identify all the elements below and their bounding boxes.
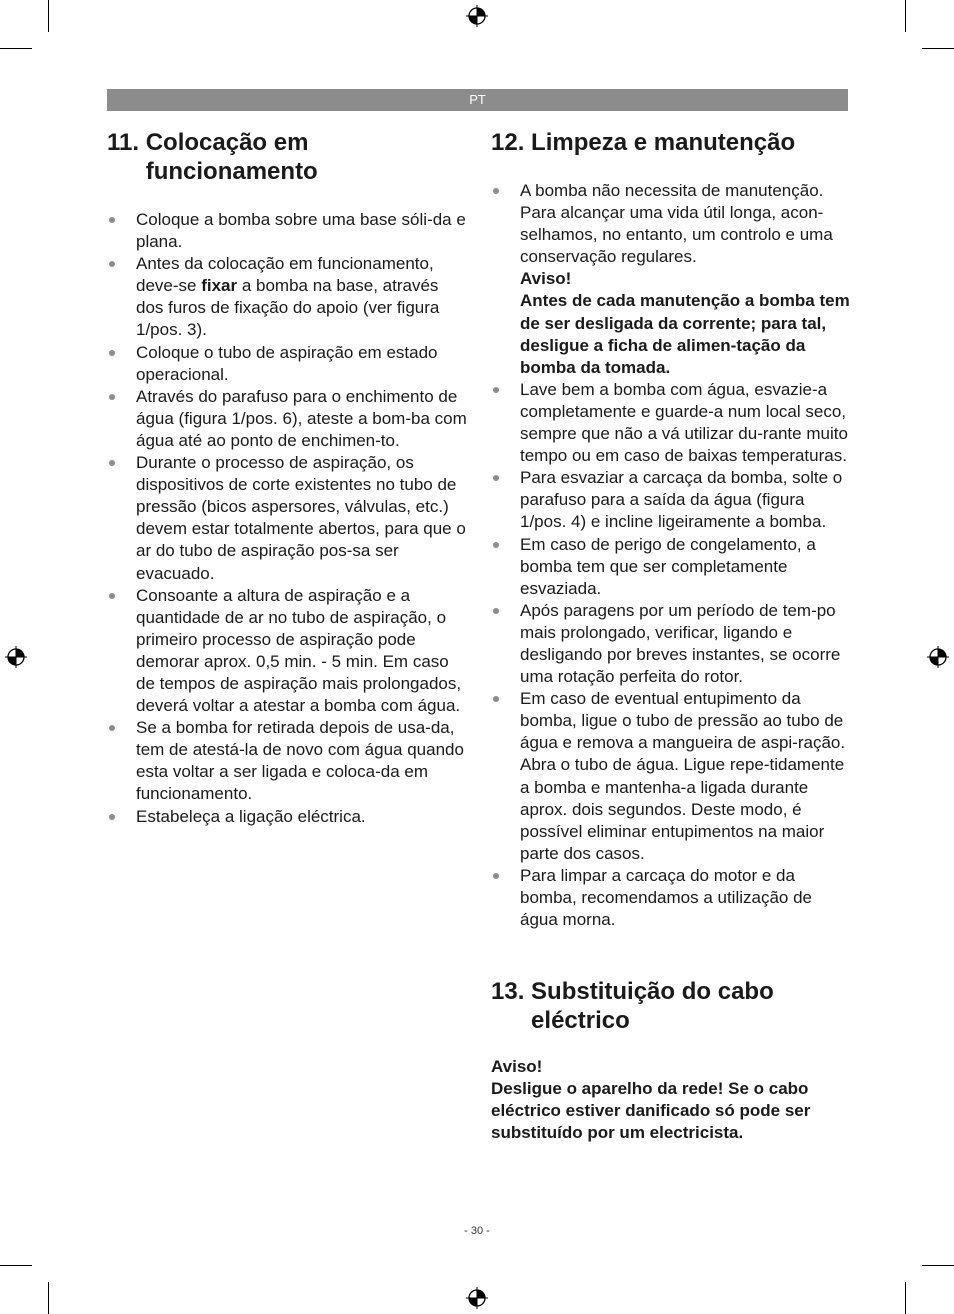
list-item: Durante o processo de aspiração, os dispositivos de corte existentes no tubo de pressão (bicos aspersores, válvulas, etc.) devem estar totalmente abertos, para que o ar do tubo de aspiração pos-sa ser evacuado. xyxy=(107,452,467,585)
section-11-title: Colocação em funcionamento xyxy=(145,129,318,185)
crop-mark-bottom-left-v xyxy=(48,1282,49,1314)
section-13-title: Substituição do cabo eléctrico xyxy=(531,978,774,1035)
crop-mark-top-left-h xyxy=(0,48,32,49)
section-12-heading xyxy=(491,128,851,157)
section-11-heading xyxy=(107,128,467,186)
warning-label: Aviso! xyxy=(491,1057,543,1077)
left-column xyxy=(107,128,467,828)
crop-mark-top-right-h xyxy=(922,48,954,49)
section-12-list xyxy=(491,180,851,931)
registration-mark-right-icon xyxy=(927,646,949,668)
section-11-number: 11. xyxy=(107,129,140,156)
section-12-number: 12. xyxy=(491,129,525,156)
section-13-warning xyxy=(491,1056,851,1144)
crop-mark-top-left-v xyxy=(48,0,49,32)
emphasis-text: fixar xyxy=(201,276,238,296)
language-header-bar xyxy=(107,89,848,111)
warning-text: Desligue o aparelho da rede! Se o cabo eléctrico estiver danificado só pode ser substituído por um electricista. xyxy=(491,1079,811,1143)
language-code: PT xyxy=(469,92,486,107)
list-item: Antes da colocação em funcionamento, deve-se fixar a bomba na base, através dos furos de fixação do apoio (ver figura 1/pos. 3). xyxy=(107,253,467,341)
section-12-title: Limpeza e manutenção xyxy=(531,129,796,156)
registration-mark-top-icon xyxy=(466,5,488,27)
list-item: Para limpar a carcaça do motor e da bomba, recomendamos a utilização de água morna. xyxy=(491,865,851,931)
list-item: Se a bomba for retirada depois de usa-da, tem de atestá-la de novo com água quando esta voltar a ser ligada e coloca-da em funcionamento. xyxy=(107,717,467,805)
list-item: Coloque o tubo de aspiração em estado operacional. xyxy=(107,342,467,386)
page-number: - 30 - xyxy=(464,1225,490,1237)
crop-mark-bottom-right-v xyxy=(905,1282,906,1314)
crop-mark-top-right-v xyxy=(905,0,906,32)
list-item: Consoante a altura de aspiração e a quantidade de ar no tubo de aspiração, o primeiro processo de aspiração pode demorar aprox. 0,5 min. - 5 min. Em caso de tempos de aspiração mais prolongados, deverá voltar a atestar a bomba com água. xyxy=(107,585,467,718)
section-13-heading xyxy=(491,977,851,1035)
crop-mark-bottom-left-h xyxy=(0,1265,32,1266)
list-item: Em caso de eventual entupimento da bomba, ligue o tubo de pressão ao tubo de água e remova a mangueira de aspi-ração. Abra o tubo de água. Ligue repe-tidamente a bomba e mantenha-a ligada durante aprox. dois segundos. Deste modo, é possível eliminar entupimentos na maior parte dos casos. xyxy=(491,688,851,865)
list-item: Em caso de perigo de congelamento, a bomba tem que ser completamente esvaziada. xyxy=(491,534,851,600)
crop-mark-bottom-right-h xyxy=(922,1265,954,1266)
list-item: Lave bem a bomba com água, esvazie-a completamente e guarde-a num local seco, sempre que não a vá utilizar du-rante muito tempo ou em caso de baixas temperaturas. xyxy=(491,379,851,467)
registration-mark-left-icon xyxy=(5,646,27,668)
warning-label: Aviso! xyxy=(520,269,572,289)
list-item: Coloque a bomba sobre uma base sóli-da e plana. xyxy=(107,209,467,253)
list-item: Após paragens por um período de tem-po mais prolongado, verificar, ligando e desligando por breves instantes, se ocorre uma rotação perfeita do rotor. xyxy=(491,600,851,688)
section-11-list xyxy=(107,209,467,828)
registration-mark-bottom-icon xyxy=(466,1287,488,1309)
warning-text: Antes de cada manutenção a bomba tem de ser desligada da corrente; para tal, desligue a ficha de alimen-tação da bomba da tomada. xyxy=(520,291,850,377)
list-item: Para esvaziar a carcaça da bomba, solte o parafuso para a saída da água (figura 1/pos. 4) e incline ligeiramente a bomba. xyxy=(491,467,851,533)
list-item: Através do parafuso para o enchimento de água (figura 1/pos. 6), ateste a bom-ba com água até ao ponto de enchimen-to. xyxy=(107,386,467,452)
list-item: A bomba não necessita de manutenção. Para alcançar uma vida útil longa, acon-selhamos, no entanto, um controlo e uma conservação regulares. Aviso! Antes de cada manutenção a bomba tem de ser desligada da corrente; para tal, desligue a ficha de alimen-tação da bomba da tomada. xyxy=(491,180,851,379)
section-13-number: 13. xyxy=(491,978,525,1006)
list-item: Estabeleça a ligação eléctrica. xyxy=(107,806,467,828)
right-column xyxy=(491,128,851,1145)
